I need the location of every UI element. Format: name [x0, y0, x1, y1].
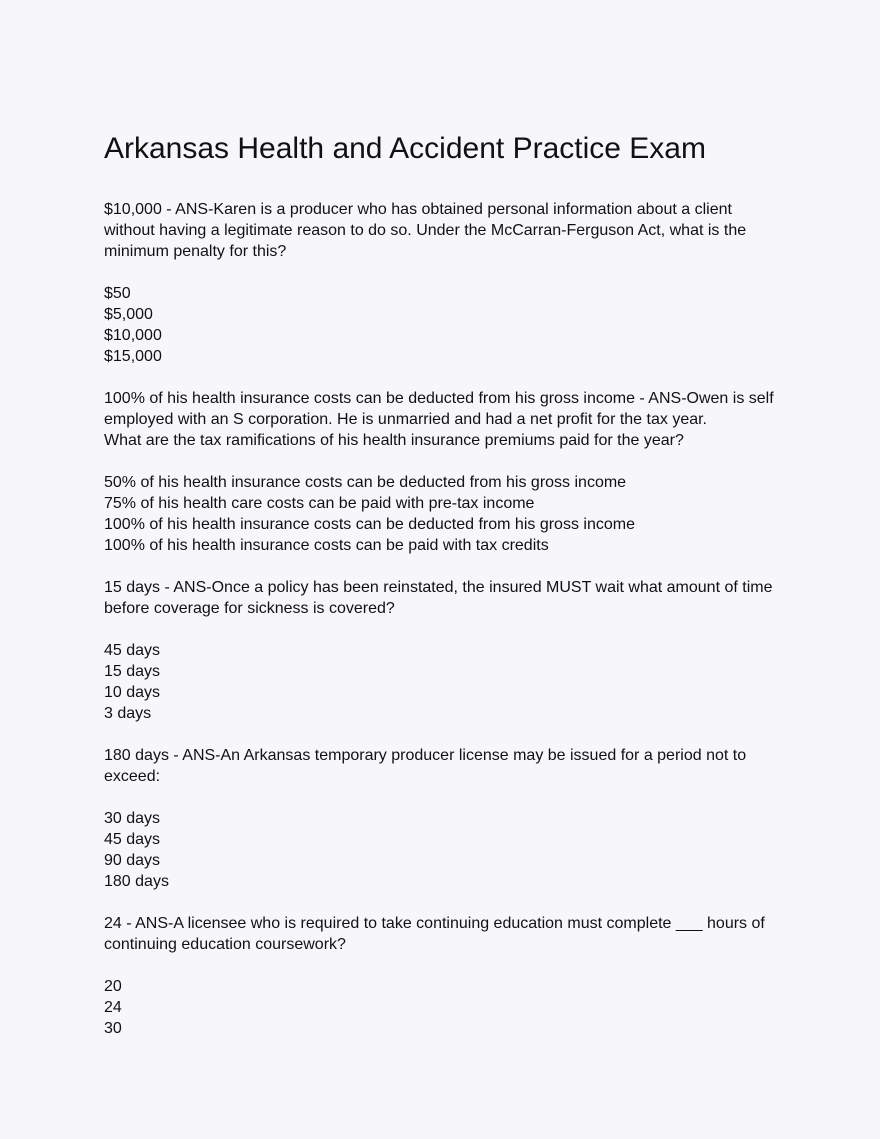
answer-option: 10 days [104, 684, 161, 701]
question-prompt-line: without having a legitimate reason to do so. Under the McCarran-Ferguson Act, what is the [104, 222, 747, 239]
question-prompt-line: minimum penalty for this? [104, 243, 287, 260]
answer-option: 15 days [104, 663, 161, 680]
spacer [104, 556, 784, 577]
question-block [104, 388, 784, 577]
spacer [104, 451, 784, 472]
question-prompt-line: 180 days - ANS-An Arkansas temporary producer license may be issued for a period not to [104, 747, 747, 764]
question-prompt-line: 100% of his health insurance costs can be deducted from his gross income - ANS-Owen is self [104, 390, 774, 407]
question-prompt-line: $10,000 - ANS-Karen is a producer who has obtained personal information about a client [104, 201, 732, 218]
answer-option: 100% of his health insurance costs can be deducted from his gross income [104, 516, 635, 533]
question-prompt-line: exceed: [104, 768, 161, 785]
question-prompt-line: employed with an S corporation. He is unmarried and had a net profit for the tax year. [104, 411, 707, 428]
spacer [104, 892, 784, 913]
question-block [104, 913, 784, 1039]
answer-option: $10,000 [104, 327, 162, 344]
spacer [104, 367, 784, 388]
question-prompt-line: 15 days - ANS-Once a policy has been reinstated, the insured MUST wait what amount of time [104, 579, 773, 596]
spacer [104, 955, 784, 976]
answer-option: 100% of his health insurance costs can be paid with tax credits [104, 537, 549, 554]
answer-option: 75% of his health care costs can be paid with pre-tax income [104, 495, 535, 512]
question-prompt-line: continuing education coursework? [104, 936, 346, 953]
spacer [104, 787, 784, 808]
answer-option: 45 days [104, 831, 161, 848]
answer-option: 30 days [104, 810, 161, 827]
spacer [104, 619, 784, 640]
answer-option: $15,000 [104, 348, 162, 365]
answer-option: $5,000 [104, 306, 153, 323]
answer-option: 50% of his health insurance costs can be deducted from his gross income [104, 474, 627, 491]
question-block [104, 199, 784, 388]
answer-option: 3 days [104, 705, 152, 722]
spacer [104, 262, 784, 283]
answer-option: 45 days [104, 642, 161, 659]
document-content [104, 199, 784, 1039]
answer-option: $50 [104, 285, 131, 302]
question-block [104, 577, 784, 745]
question-block [104, 745, 784, 913]
answer-option: 20 [104, 978, 122, 995]
answer-option: 30 [104, 1020, 122, 1037]
question-prompt-line: 24 - ANS-A licensee who is required to take continuing education must complete ___ hours of [104, 915, 765, 932]
answer-option: 180 days [104, 873, 169, 890]
answer-option: 24 [104, 999, 122, 1016]
answer-option: 90 days [104, 852, 161, 869]
question-prompt-line: before coverage for sickness is covered? [104, 600, 395, 617]
question-prompt-line: What are the tax ramifications of his health insurance premiums paid for the year? [104, 432, 684, 449]
document-title: Arkansas Health and Accident Practice Exam [104, 132, 706, 165]
spacer [104, 724, 784, 745]
